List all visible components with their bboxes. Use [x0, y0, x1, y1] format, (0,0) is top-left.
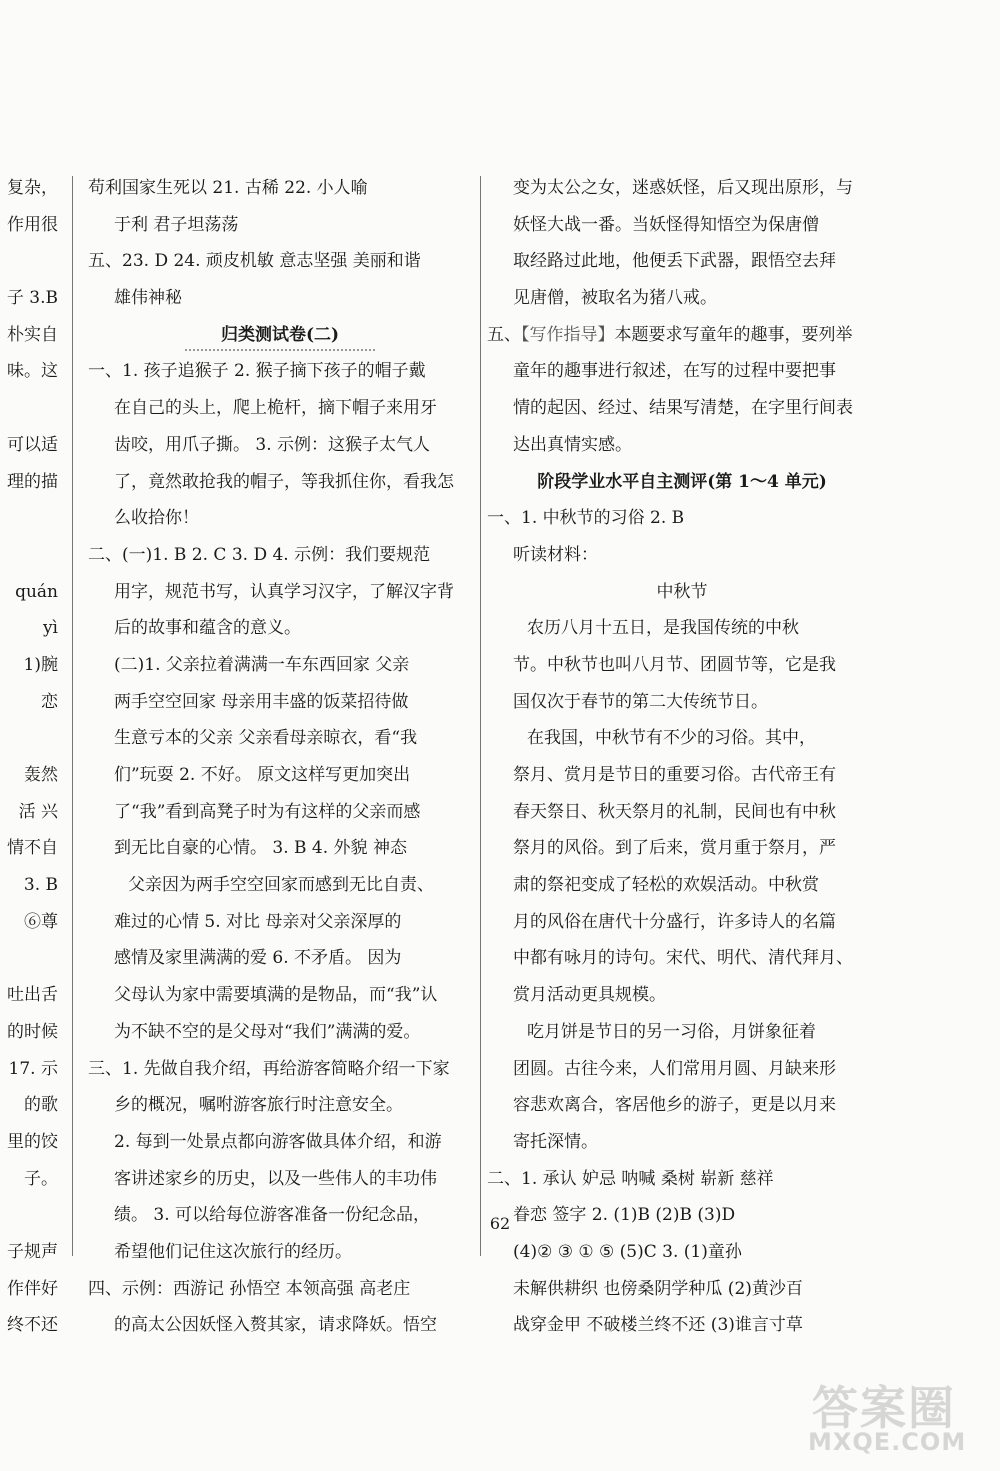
text-line: 达出真情实感。	[513, 434, 632, 455]
watermark-url: MXQE.COM	[808, 1428, 967, 1456]
watermark-title: 答案圈	[812, 1381, 956, 1435]
left-fragment-line	[0, 537, 62, 574]
text-line: 一、1. 中秋节的习俗 2. B	[487, 508, 685, 529]
text-line: 未解供耕织 也傍桑阴学种瓜 (2)黄沙百	[513, 1278, 803, 1299]
left-fragment-line	[0, 500, 62, 537]
left-fragment-line	[0, 720, 62, 757]
left-fragment-line: 的时候	[7, 1021, 58, 1042]
text-line: 五、23. D 24. 顽皮机敏 意志坚强 美丽和谐	[88, 251, 421, 272]
text-line: (4)② ③ ① ⑤ (5)C 3. (1)童孙	[513, 1241, 742, 1262]
left-fragment-line: 作用很	[7, 214, 58, 235]
guide-bracket-open: 【	[521, 324, 530, 345]
text-line: 为不缺不空的是父母对“我们”满满的爱。	[114, 1021, 421, 1042]
right-column	[487, 170, 877, 1344]
text-line: 二、(一)1. B 2. C 3. D 4. 示例：我们要规范	[88, 544, 431, 565]
left-fragment-line: 情不自	[7, 838, 58, 859]
text-line: 们”玩耍 2. 不好。 原文这样写更加突出	[114, 765, 411, 785]
left-fragment-line: quán	[15, 581, 58, 602]
column-divider-left	[72, 176, 73, 1256]
text-line: 绩。 3. 可以给每位游客准备一份纪念品，	[114, 1205, 431, 1226]
left-fragment-line: 活 兴	[18, 801, 58, 822]
text-line: 春天祭日、秋天祭月的礼制，民间也有中秋	[513, 801, 836, 822]
text-line: 月的风俗在唐代十分盛行，许多诗人的名篇	[513, 911, 836, 932]
left-fragment-line	[0, 390, 62, 427]
column-divider-right	[480, 176, 481, 1256]
watermark-logo	[800, 1370, 992, 1465]
text-line: 眷恋 签字 2. (1)B (2)B (3)D	[513, 1205, 736, 1226]
text-line: 的高太公因妖怪入赘其家，请求降妖。悟空	[114, 1315, 437, 1336]
text-line: 希望他们记住这次旅行的经历。	[114, 1241, 352, 1262]
left-fragment-line	[0, 243, 62, 280]
text-line: 农历八月十五日，是我国传统的中秋	[527, 618, 799, 639]
text-line: 一、1. 孩子追猴子 2. 猴子摘下孩子的帽子戴	[88, 361, 426, 382]
text-line: 听读材料：	[513, 544, 598, 565]
text-line: 2. 每到一处景点都向游客做具体介绍，和游	[114, 1131, 442, 1152]
text-line: 用字，规范书写，认真学习汉字，了解汉字背	[114, 581, 454, 602]
left-fragment-line: 复杂，	[7, 178, 58, 198]
text-line: 肃的祭祀变成了轻松的欢娱活动。中秋赏	[513, 875, 819, 896]
left-fragment-line: 的歌	[24, 1095, 58, 1116]
passage-title: 中秋节	[656, 581, 708, 602]
text-line: 国仅次于春节的第二大传统节日。	[513, 691, 768, 712]
left-fragment-line: 轰然	[24, 765, 58, 785]
text-line: 父亲因为两手空空回家而感到无比自责、	[128, 875, 434, 896]
text-line: 苟利国家生死以 21. 古稀 22. 小人喻	[88, 178, 368, 198]
guide-label: 写作指导	[529, 324, 598, 345]
left-fragment-line: 朴实自	[7, 324, 58, 345]
left-fragment-line: 17. 示	[8, 1058, 58, 1079]
left-fragment-line: 味。这	[7, 361, 58, 382]
text-line: 么收拾你！	[114, 508, 199, 529]
text-line: 感情及家里满满的爱 6. 不矛盾。 因为	[114, 948, 402, 969]
section-title: 阶段学业水平自主测评(第 1～4 单元)	[537, 471, 827, 492]
text-line: 了“我”看到高凳子时为有这样的父亲而感	[114, 801, 421, 822]
left-fragment-line: 子 3.B	[6, 288, 58, 309]
middle-column	[88, 170, 472, 1344]
text-line: 团圆。古往今来，人们常用月圆、月缺来形	[513, 1058, 836, 1079]
left-fragment-line	[0, 940, 62, 977]
text-line: 四、示例：西游记 孙悟空 本领高强 高老庄	[88, 1278, 411, 1299]
left-fragment-line: 里的饺	[7, 1131, 58, 1152]
guide-prefix: 五、	[487, 324, 521, 345]
text-line: 战穿金甲 不破楼兰终不还 (3)谁言寸草	[513, 1315, 803, 1336]
text-line: 二、1. 承认 妒忌 呐喊 桑树 崭新 慈祥	[487, 1168, 774, 1189]
text-line: 到无比自豪的心情。 3. B 4. 外貌 神态	[114, 838, 407, 859]
text-line: 三、1. 先做自我介绍，再给游客简略介绍一下家	[88, 1058, 450, 1079]
left-fragment-line	[0, 1197, 62, 1234]
text-line: 中都有咏月的诗句。宋代、明代、清代拜月、	[513, 948, 853, 969]
left-fragment-line: 吐出舌	[7, 985, 58, 1006]
text-line: 寄托深情。	[513, 1131, 598, 1152]
guide-text: 本题要求写童年的趣事，要列举	[614, 324, 853, 345]
writing-guide-line	[487, 317, 877, 354]
text-line: 在我国，中秋节有不少的习俗。其中，	[527, 728, 816, 749]
text-line: 吃月饼是节日的另一习俗，月饼象征着	[527, 1021, 816, 1042]
text-line: 乡的概况，嘱咐游客旅行时注意安全。	[114, 1095, 403, 1116]
left-fragment-line: 可以适	[7, 434, 58, 455]
guide-bracket-close: 】	[597, 324, 615, 345]
text-line: 齿咬，用爪子撕。 3. 示例：这猴子太气人	[114, 434, 431, 455]
section-title: 归类测试卷(二)	[88, 317, 472, 354]
text-line: 祭月的风俗。到了后来，赏月重于祭月，严	[513, 838, 836, 859]
text-line: 祭月、赏月是节日的重要习俗。古代帝王有	[513, 765, 836, 785]
text-line: 见唐僧，被取名为猪八戒。	[513, 288, 717, 309]
text-line: 两手空空回家 母亲用丰盛的饭菜招待做	[114, 691, 409, 712]
text-line: 难过的心情 5. 对比 母亲对父亲深厚的	[114, 911, 402, 932]
text-line: 生意亏本的父亲 父亲看母亲晾衣，看“我	[114, 728, 418, 749]
text-line: 容悲欢离合，客居他乡的游子，更是以月来	[513, 1095, 836, 1116]
left-fragment-line: yì	[42, 618, 58, 639]
text-line: 客讲述家乡的历史，以及一些伟人的丰功伟	[114, 1168, 437, 1189]
left-fragment-line: ⑥尊	[24, 911, 58, 932]
text-line: 节。中秋节也叫八月节、团圆节等，它是我	[513, 654, 836, 675]
left-fragment-line: 作伴好	[7, 1278, 58, 1299]
left-fragment-line: 理的描	[7, 471, 58, 492]
text-line: 在自己的头上，爬上桅杆，摘下帽子来用牙	[114, 398, 437, 419]
left-fragment-line: 3. B	[23, 875, 58, 896]
left-fragment-line: 子。	[24, 1168, 58, 1189]
left-fragment-line: 子规声	[7, 1241, 58, 1262]
left-fragment-line: 恋	[41, 691, 58, 712]
text-line: 童年的趣事进行叙述，在写的过程中要把事	[513, 361, 836, 382]
text-line: 雄伟神秘	[114, 288, 182, 309]
text-line: 情的起因、经过、结果写清楚，在字里行间表	[513, 398, 853, 419]
text-line: 妖怪大战一番。当妖怪得知悟空为保唐僧	[513, 214, 819, 235]
text-line: 于利 君子坦荡荡	[114, 214, 239, 235]
text-line: 父母认为家中需要填满的是物品，而“我”认	[114, 985, 438, 1006]
left-fragment-line: 1)腕	[23, 654, 58, 675]
page-number: 62	[489, 1214, 511, 1233]
left-fragment-line: 终不还	[7, 1315, 58, 1336]
text-line: (二)1. 父亲拉着满满一车东西回家 父亲	[114, 654, 410, 675]
text-line: 变为太公之女，迷惑妖怪，后又现出原形，与	[513, 178, 853, 198]
text-line: 取经路过此地，他便丢下武器，跟悟空去拜	[513, 251, 836, 272]
text-line: 赏月活动更具规模。	[513, 985, 666, 1006]
text-line: 后的故事和蕴含的意义。	[114, 618, 301, 639]
text-line: 了，竟然敢抢我的帽子，等我抓住你，看我怎	[114, 471, 454, 492]
left-column-fragments	[0, 170, 62, 1344]
